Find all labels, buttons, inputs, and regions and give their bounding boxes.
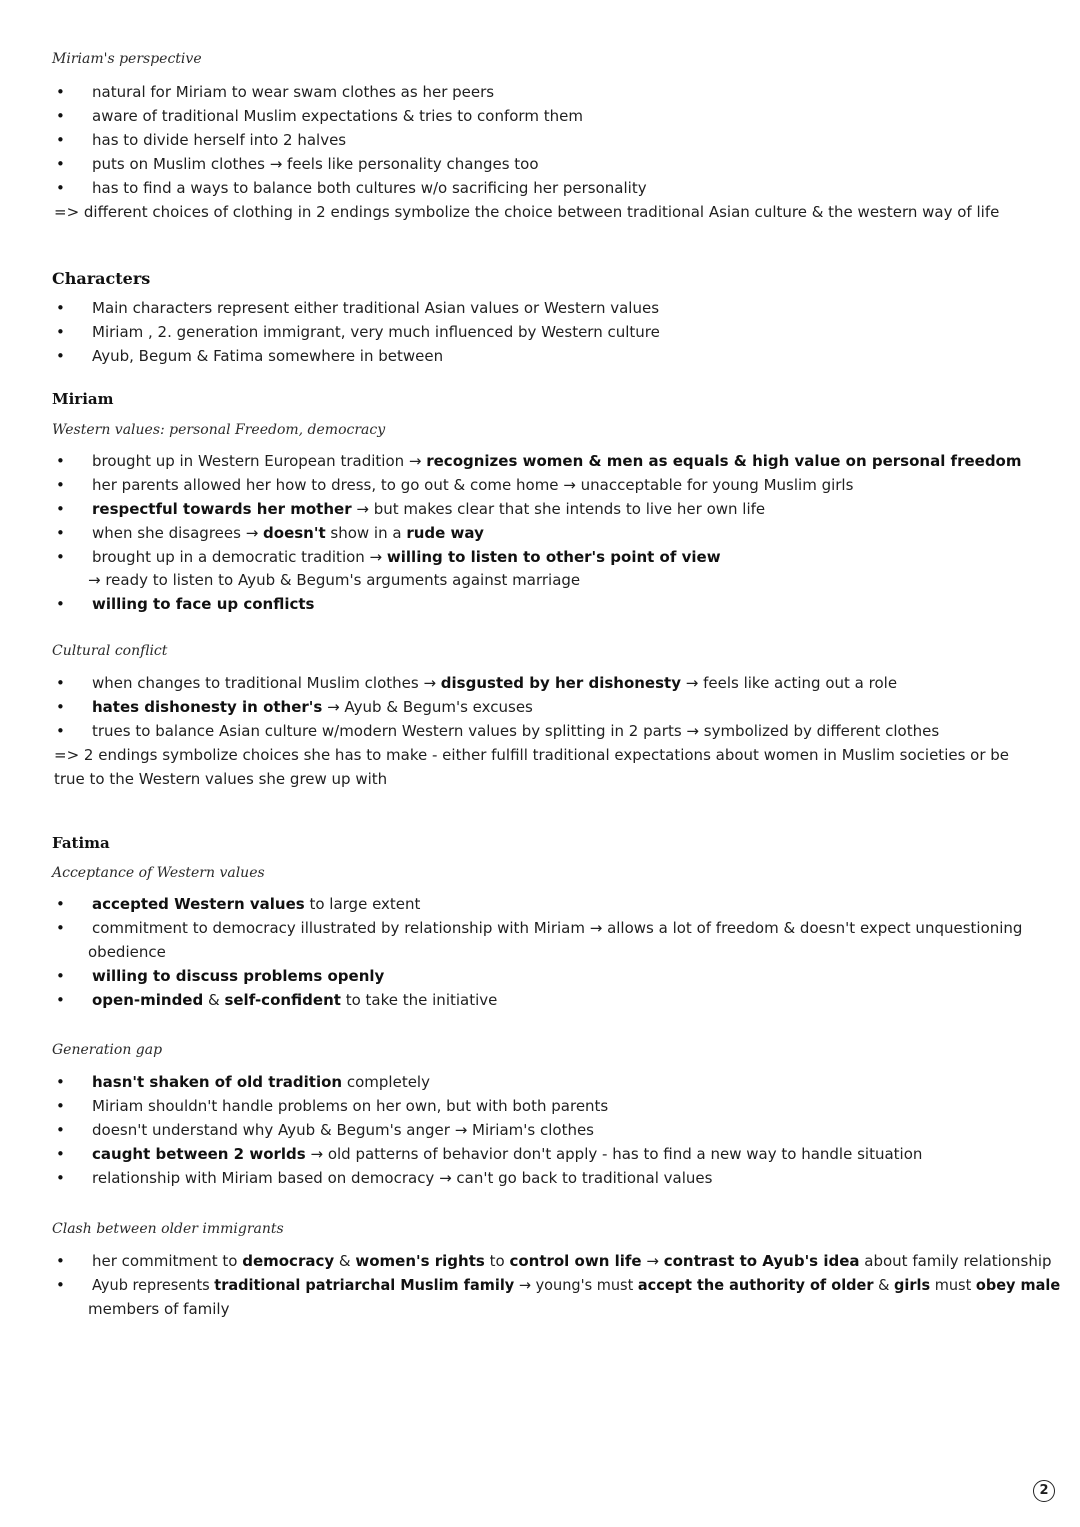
list-item: • her parents allowed her how to dress, to go out & come home → unacceptable for young Muslim girls: [56, 476, 854, 494]
list-item: • Miriam shouldn't handle problems on her own, but with both parents: [56, 1097, 609, 1115]
list-item: • hates dishonesty in other's → Ayub & Begum's excuses: [56, 698, 533, 716]
list-item: • Ayub represents traditional patriarchal Muslim family → young's must accept the authority of older & girls must obey male: [56, 1276, 1061, 1294]
section-heading-characters: Characters: [52, 269, 151, 288]
conclusion-text-continuation: true to the Western values she grew up with: [54, 770, 388, 788]
list-item: • when changes to traditional Muslim clothes → disgusted by her dishonesty → feels like acting out a role: [56, 674, 898, 692]
list-item: • trues to balance Asian culture w/modern Western values by splitting in 2 parts → symbolized by different clothes: [56, 722, 940, 740]
list-item: • willing to face up conflicts: [56, 595, 315, 613]
list-item: • brought up in a democratic tradition → willing to listen to other's point of view: [56, 548, 721, 566]
list-item: • her commitment to democracy & women's rights to control own life → contrast to Ayub's idea about family relationship: [56, 1252, 1052, 1270]
list-item-continuation: members of family: [88, 1300, 230, 1318]
section-subheading-acceptance: Acceptance of Western values: [52, 865, 265, 881]
list-item: • relationship with Miriam based on democracy → can't go back to traditional values: [56, 1169, 713, 1187]
conclusion-text: => 2 endings symbolize choices she has to make - either fulfill traditional expectations about women in Muslim societies or be: [54, 746, 1010, 764]
list-item: • accepted Western values to large extent: [56, 895, 421, 913]
list-item: • hasn't shaken of old tradition completely: [56, 1073, 430, 1091]
list-item: • Main characters represent either traditional Asian values or Western values: [56, 299, 660, 317]
list-item: • puts on Muslim clothes → feels like personality changes too: [56, 155, 539, 173]
list-item: • willing to discuss problems openly: [56, 967, 385, 985]
conclusion-text: => different choices of clothing in 2 endings symbolize the choice between traditional Asian culture & the western way of life: [54, 203, 1000, 221]
section-subheading-western-values: Western values: personal Freedom, democracy: [52, 422, 386, 438]
list-item: • when she disagrees → doesn't show in a rude way: [56, 524, 484, 542]
list-item: • commitment to democracy illustrated by relationship with Miriam → allows a lot of freedom & doesn't expect unquestioning: [56, 919, 1023, 937]
list-item-continuation: → ready to listen to Ayub & Begum's arguments against marriage: [88, 571, 581, 589]
list-item: • doesn't understand why Ayub & Begum's anger → Miriam's clothes: [56, 1121, 595, 1139]
page-number: 2: [1033, 1480, 1055, 1502]
list-item: • Ayub, Begum & Fatima somewhere in between: [56, 347, 444, 365]
section-subheading-generation-gap: Generation gap: [52, 1042, 163, 1058]
section-subheading-cultural-conflict: Cultural conflict: [52, 643, 168, 659]
section-subheading-clash: Clash between older immigrants: [52, 1221, 284, 1237]
section-heading-fatima: Fatima: [52, 834, 110, 852]
list-item: • respectful towards her mother → but makes clear that she intends to live her own life: [56, 500, 766, 518]
list-item-continuation: obedience: [88, 943, 166, 961]
list-item: • open-minded & self-confident to take the initiative: [56, 991, 498, 1009]
list-item: • natural for Miriam to wear swam clothes as her peers: [56, 83, 495, 101]
list-item: • aware of traditional Muslim expectations & tries to conform them: [56, 107, 583, 125]
section-heading-miriam: Miriam: [52, 390, 114, 408]
list-item: • brought up in Western European tradition → recognizes women & men as equals & high value on personal freedom: [56, 452, 1022, 470]
list-item: • caught between 2 worlds → old patterns of behavior don't apply - has to find a new way to handle situation: [56, 1145, 923, 1163]
section-subheading-miriams-perspective: Miriam's perspective: [52, 51, 202, 67]
list-item: • has to divide herself into 2 halves: [56, 131, 347, 149]
list-item: • Miriam , 2. generation immigrant, very much influenced by Western culture: [56, 323, 660, 341]
list-item: • has to find a ways to balance both cultures w/o sacrificing her personality: [56, 179, 647, 197]
